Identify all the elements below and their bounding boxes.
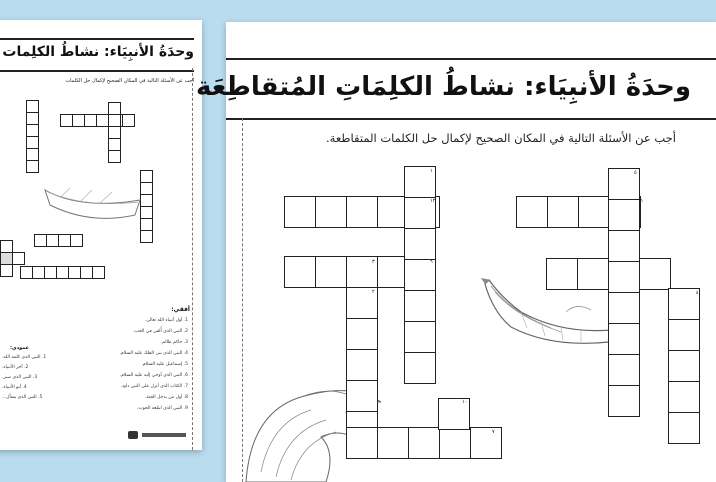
crossword-cell[interactable]: [608, 385, 640, 417]
crossword-cell[interactable]: [668, 412, 700, 444]
crossword-cell[interactable]: [439, 427, 471, 459]
back-crossword-cell: [12, 252, 25, 265]
crossword-cell[interactable]: [608, 354, 640, 386]
back-crossword-cell: [122, 114, 135, 127]
back-across-clue: 9. النبي الذي ابتلعه الحوت.: [136, 406, 188, 411]
clue-number: ٥: [634, 170, 637, 176]
crossword-cell[interactable]: [377, 427, 409, 459]
back-across-clue: 3. حاكم ظالم.: [160, 340, 188, 345]
back-down-clue: 3. النبي الذي صبر.: [2, 375, 38, 380]
crossword-cell[interactable]: [608, 199, 640, 231]
crossword-cell[interactable]: [578, 196, 610, 228]
back-across-clue: 2. النبي الذي أُلقي في الجب.: [133, 329, 188, 334]
back-across-heading: أفقي:: [171, 306, 190, 313]
crossword-cell[interactable]: [346, 318, 378, 350]
back-crossword-cell: [108, 150, 121, 163]
crossword-cell[interactable]: [346, 196, 378, 228]
back-down-clue: 2. آخر الأنبياء.: [2, 365, 29, 370]
back-crossword-cell: [70, 234, 83, 247]
crossword-cell[interactable]: [608, 292, 640, 324]
back-boat-illustration: [40, 170, 150, 230]
back-instructions: أجب عن الأسئلة التالية في المكان الصحيح لإكمال حل الكلمات: [65, 78, 194, 84]
crossword-cell[interactable]: [404, 321, 436, 353]
back-across-clue: 5. إسماعيل عليه السلام.: [141, 362, 188, 367]
back-crossword-cell: [0, 264, 13, 277]
crossword-cell[interactable]: [284, 256, 316, 288]
clue-number: ٤: [696, 290, 699, 296]
crossword-cell[interactable]: [404, 290, 436, 322]
crossword-cell[interactable]: [315, 196, 347, 228]
crossword-cell[interactable]: [346, 427, 378, 459]
clue-number: ١: [430, 168, 433, 174]
twinkl-logo: [128, 430, 188, 440]
back-down-clue: 1. النبي الذي كلمه الله.: [2, 355, 47, 360]
clue-number: ٦: [430, 259, 433, 265]
clue-number: ١٠: [462, 399, 468, 405]
crossword-cell[interactable]: [470, 427, 502, 459]
back-worksheet: [0, 20, 202, 450]
back-crossword-cell: [140, 230, 153, 243]
clue-number: ٢: [372, 289, 375, 295]
crossword-cell[interactable]: [639, 258, 671, 290]
crossword-cell[interactable]: [346, 349, 378, 381]
back-across-clue: 4. النبي الذي بنى الفلك عليه السلام.: [119, 351, 188, 356]
crossword-cell[interactable]: [546, 258, 578, 290]
crossword-cell[interactable]: [315, 256, 347, 288]
back-crossword-cell: [26, 160, 39, 173]
back-crossword-cell: [92, 266, 105, 279]
back-crossword-cell: [0, 252, 13, 265]
front-instructions: أجب عن الأسئلة التالية في المكان الصحيح لإكمال حل الكلمات المتقاطعة.: [326, 131, 676, 145]
crossword-cell[interactable]: [547, 196, 579, 228]
crossword-cell[interactable]: [668, 350, 700, 382]
crossword-cell[interactable]: [516, 196, 548, 228]
front-title: وحدَةُ الأنبِيَاء: نشاطُ الكلِمَاتِ المُتقاطِعَة: [195, 72, 691, 102]
crossword-cell[interactable]: [346, 380, 378, 412]
back-across-clue: 1. أول أنبياء الله تعالى.: [144, 318, 188, 323]
back-down-heading: عمودي:: [10, 345, 30, 351]
back-across-clue: 8. أول من يدخل الجنة.: [144, 395, 188, 400]
back-down-clue: 4. أبو الأنبياء.: [2, 385, 27, 390]
back-across-clue: 7. الكتاب الذي أنزل على النبي داود.: [120, 384, 188, 389]
crossword-cell[interactable]: [577, 258, 609, 290]
back-down-clue: 5. النبي الذي يسأل...: [2, 395, 43, 400]
back-across-clue: 6. النبي الذي أوحي إليه عليه السلام.: [119, 373, 188, 378]
crossword-cell[interactable]: [608, 323, 640, 355]
crossword-cell[interactable]: [408, 427, 440, 459]
clue-number: ١٢: [430, 198, 436, 204]
back-margin-line: [192, 68, 193, 450]
crossword-cell[interactable]: [404, 352, 436, 384]
crossword-cell[interactable]: [608, 261, 640, 293]
crossword-cell[interactable]: [404, 228, 436, 260]
clue-number: ١١: [638, 198, 644, 204]
clue-number: ٧: [492, 429, 495, 435]
crossword-cell[interactable]: [668, 381, 700, 413]
clue-number: ٣: [372, 259, 375, 265]
crossword-cell[interactable]: [668, 319, 700, 351]
back-title: وحدَةُ الأنبِيَاء: نشاطُ الكلِمات: [2, 44, 194, 60]
crossword-cell[interactable]: [284, 196, 316, 228]
crossword-cell[interactable]: [608, 230, 640, 262]
front-worksheet: [195, 22, 716, 482]
